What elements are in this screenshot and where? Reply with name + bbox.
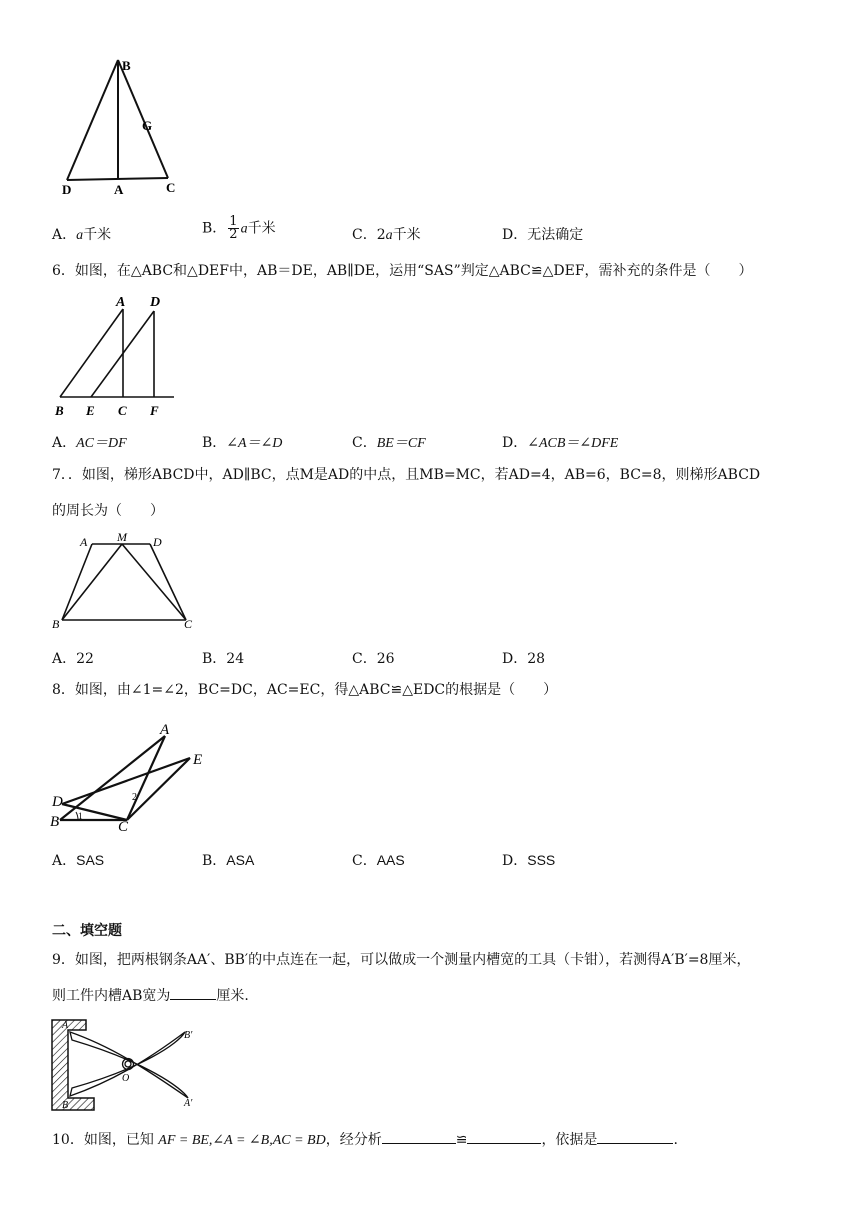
q9-stem <box>52 942 822 1014</box>
q7-label-d: D <box>153 535 162 549</box>
q5-label-c: C <box>166 180 176 195</box>
q6-label-a: A <box>116 295 126 310</box>
q5-label-b: B <box>122 58 131 73</box>
q7-label-m: M <box>117 530 127 544</box>
answer-blank-1[interactable] <box>382 1129 456 1144</box>
q6-label-d: D <box>150 295 161 310</box>
q5-label-a: A <box>114 182 124 197</box>
q6-option-d[interactable]: D．∠ACB＝∠DFE <box>502 435 619 451</box>
q7-line1: 7．．如图，梯形ABCD中，AD∥BC，点M是AD的中点，且MB=MC，若AD=4，AB=6，BC=8，则梯形ABCD <box>52 467 761 483</box>
q6-figure <box>52 292 182 422</box>
q7-option-a[interactable]: A．22 <box>52 651 94 667</box>
q5-option-c[interactable]: C．2a千米 <box>352 227 421 243</box>
q5-figure <box>50 54 200 204</box>
congruent-symbol: ≌ <box>455 1132 468 1148</box>
q6-option-c[interactable]: C．BE＝CF <box>352 435 426 451</box>
q7-option-b[interactable]: B．24 <box>202 651 245 667</box>
answer-blank[interactable] <box>170 985 216 1000</box>
q7-stem <box>52 457 812 529</box>
q9-label-a: A <box>62 1020 69 1031</box>
section-title: 二、填空题 <box>52 923 122 939</box>
q6-label-f: F <box>150 403 159 418</box>
q8-option-d[interactable]: D．SSS <box>502 852 556 869</box>
q5-label-d: D <box>62 182 72 197</box>
q7-figure <box>50 528 200 632</box>
answer-blank-3[interactable] <box>597 1129 673 1144</box>
q5-option-b[interactable]: B． $\frac{1}{2}$ a千米 <box>202 214 276 242</box>
q7-line2: 的周长为（ ） <box>52 503 164 519</box>
q8-option-a[interactable]: A．SAS <box>52 852 105 869</box>
q8-option-b[interactable]: B．ASA <box>202 852 255 869</box>
q9-label-b-prime: B′ <box>184 1030 193 1041</box>
fraction: $\frac{1}{2}$ <box>229 214 238 242</box>
q9-line2: 则工件内槽AB宽为 厘米. <box>52 978 822 1014</box>
q8-label-2: 2 <box>132 792 137 803</box>
q6-label-e: E <box>86 403 95 418</box>
q7-option-c[interactable]: C．26 <box>352 651 395 667</box>
q6-stem: 6．如图，在△ABC和△DEF中，AB＝DE，AB∥DE，运用“SAS”判定△ABC≌△DEF，需补充的条件是（ ） <box>52 263 753 279</box>
q7-label-b: B <box>52 617 60 631</box>
q6-label-c: C <box>118 403 127 418</box>
q8-option-c[interactable]: C．AAS <box>352 852 405 869</box>
q8-label-e: E <box>193 752 203 768</box>
q7-option-d[interactable]: D．28 <box>502 651 546 667</box>
q9-figure <box>50 1016 210 1116</box>
q6-option-b[interactable]: B．∠A＝∠D <box>202 435 283 451</box>
q8-label-d: D <box>52 794 63 810</box>
q9-label-o: O <box>122 1073 130 1084</box>
q8-figure <box>50 718 220 834</box>
answer-blank-2[interactable] <box>467 1129 541 1144</box>
q5-option-a[interactable]: A．a千米 <box>52 227 112 243</box>
q9-label-b: B <box>62 1100 69 1111</box>
q6-option-a[interactable]: A．AC＝DF <box>52 435 127 451</box>
q8-label-b: B <box>50 814 60 830</box>
q10-stem: 10．如图，已知 AF = BE,∠A = ∠B,AC = BD，经分析 ≌ ，依据是 . <box>52 1122 832 1159</box>
q10-formula: AF = BE,∠A = ∠B,AC = BD <box>158 1133 326 1148</box>
q7-label-c: C <box>184 617 193 631</box>
q7-label-a: A <box>80 535 88 549</box>
q6-label-b: B <box>55 403 64 418</box>
q8-label-a: A <box>160 722 170 738</box>
q5-label-g: G <box>142 118 153 133</box>
q9-line1: 9．如图，把两根钢条AA′、BB′的中点连在一起，可以做成一个测量内槽宽的工具（卡钳），若测得A′B′=8厘米， <box>52 952 751 968</box>
q9-label-a-prime: A′ <box>184 1098 193 1109</box>
q8-label-1: 1 <box>78 811 83 821</box>
q8-label-c: C <box>118 819 129 834</box>
q8-stem: 8．如图，由∠1=∠2，BC=DC，AC=EC，得△ABC≌△EDC的根据是（ ） <box>52 682 558 698</box>
q5-option-d[interactable]: D．无法确定 <box>502 227 584 243</box>
